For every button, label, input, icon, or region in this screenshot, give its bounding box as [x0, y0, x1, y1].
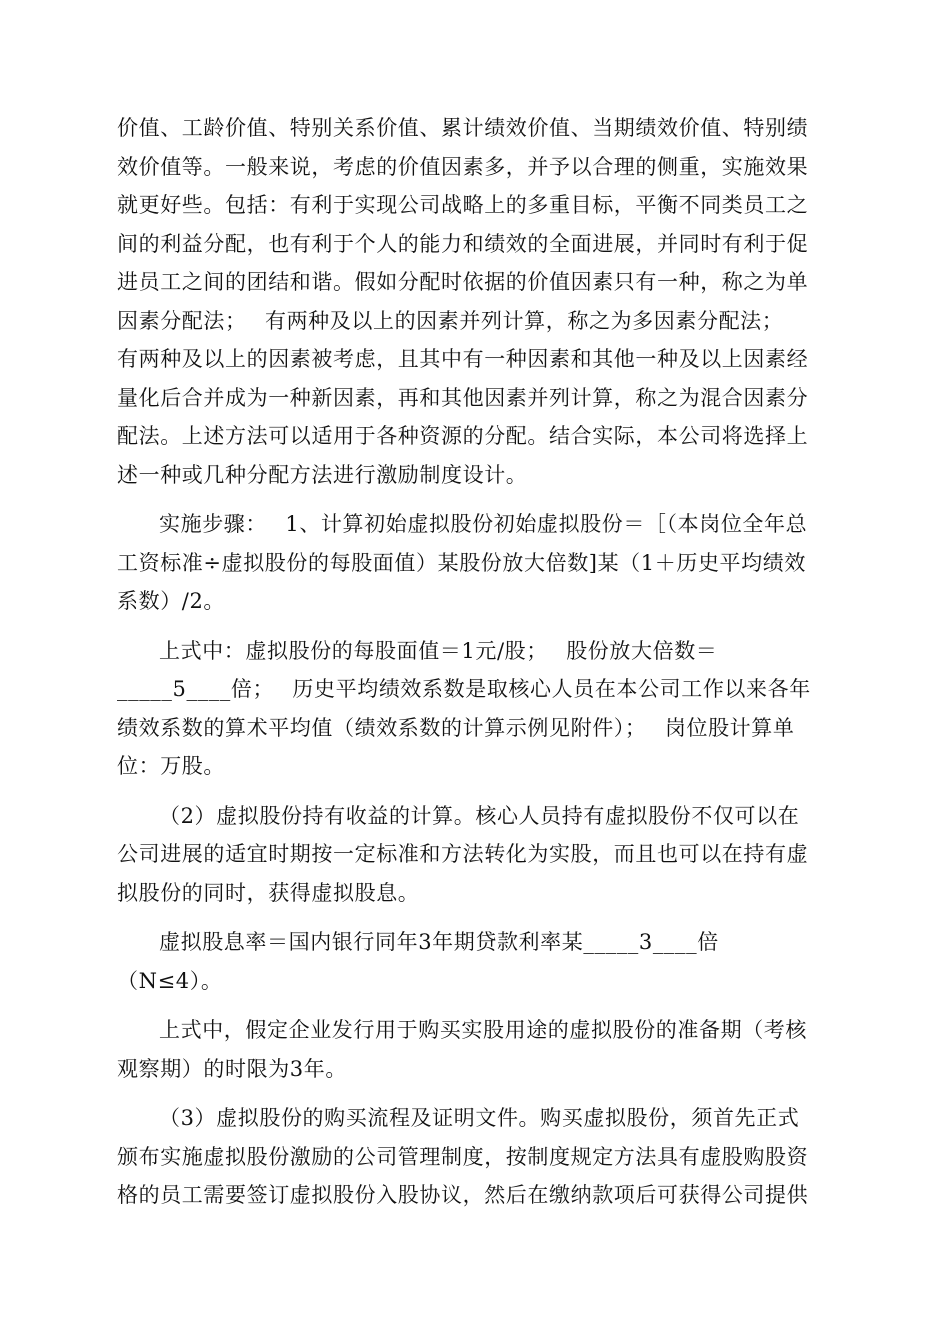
text-line: 效价值等。一般来说，考虑的价值因素多，并予以合理的侧重，实施效果 — [117, 154, 809, 179]
paragraph — [117, 632, 832, 786]
paragraph — [117, 923, 832, 1000]
text-line: 上式中：虚拟股份的每股面值＝1元/股； 股份放大倍数＝ — [159, 638, 718, 663]
paragraph — [117, 1011, 832, 1088]
text-line: （3）虚拟股份的购买流程及证明文件。购买虚拟股份，须首先正式 — [159, 1106, 800, 1130]
text-line: 绩效系数的算术平均值（绩效系数的计算示例见附件）； 岗位股计算单 — [117, 715, 795, 740]
text-line: 颁布实施虚拟股份激励的公司管理制度，按制度规定方法具有虚股购股资 — [117, 1144, 809, 1169]
paragraph — [117, 109, 832, 494]
text-line: 实施步骤： 1、计算初始虚拟股份初始虚拟股份＝［（本岗位全年总 — [159, 512, 808, 536]
paragraph — [117, 797, 832, 913]
text-line: _____5____倍； 历史平均绩效系数是取核心人员在本公司工作以来各年 — [117, 677, 811, 701]
text-line: 量化后合并成为一种新因素，再和其他因素并列计算，称之为混合因素分 — [117, 385, 809, 410]
text-line: 公司进展的适宜时期按一定标准和方法转化为实股，而且也可以在持有虚 — [117, 842, 809, 866]
text-line: 工资标准÷虚拟股份的每股面值）某股份放大倍数]某（1＋历史平均绩效 — [117, 550, 806, 575]
text-line: 间的利益分配，也有利于个人的能力和绩效的全面进展，并同时有利于促 — [117, 231, 809, 256]
text-line: （N≤4）。 — [117, 968, 223, 993]
paragraph — [117, 505, 832, 621]
text-line: 因素分配法； 有两种及以上的因素并列计算，称之为多因素分配法； — [117, 308, 784, 333]
text-line: 位：万股。 — [117, 754, 225, 778]
paragraph — [117, 1099, 832, 1215]
text-line: 配法。上述方法可以适用于各种资源的分配。结合实际，本公司将选择上 — [117, 424, 809, 448]
text-line: 有两种及以上的因素被考虑，且其中有一种因素和其他一种及以上因素经 — [117, 347, 809, 371]
text-line: 格的员工需要签订虚拟股份入股协议，然后在缴纳款项后可获得公司提供 — [117, 1183, 809, 1207]
text-line: （2）虚拟股份持有收益的计算。核心人员持有虚拟股份不仅可以在 — [159, 803, 800, 828]
text-line: 观察期）的时限为3年。 — [117, 1056, 347, 1081]
text-line: 系数）/2。 — [117, 589, 226, 613]
text-line: 就更好些。包括：有利于实现公司战略上的多重目标，平衡不同类员工之 — [117, 193, 809, 217]
document-body — [117, 109, 832, 1226]
text-line: 拟股份的同时，获得虚拟股息。 — [117, 880, 420, 905]
text-line: 价值、工龄价值、特别关系价值、累计绩效价值、当期绩效价值、特别绩 — [117, 116, 809, 140]
text-line: 述一种或几种分配方法进行激励制度设计。 — [117, 462, 528, 487]
text-line: 进员工之间的团结和谐。假如分配时依据的价值因素只有一种，称之为单 — [117, 270, 809, 294]
text-line: 虚拟股息率＝国内银行同年3年期贷款利率某_____3____倍 — [159, 930, 719, 954]
text-line: 上式中，假定企业发行用于购买实股用途的虚拟股份的准备期（考核 — [159, 1018, 807, 1042]
